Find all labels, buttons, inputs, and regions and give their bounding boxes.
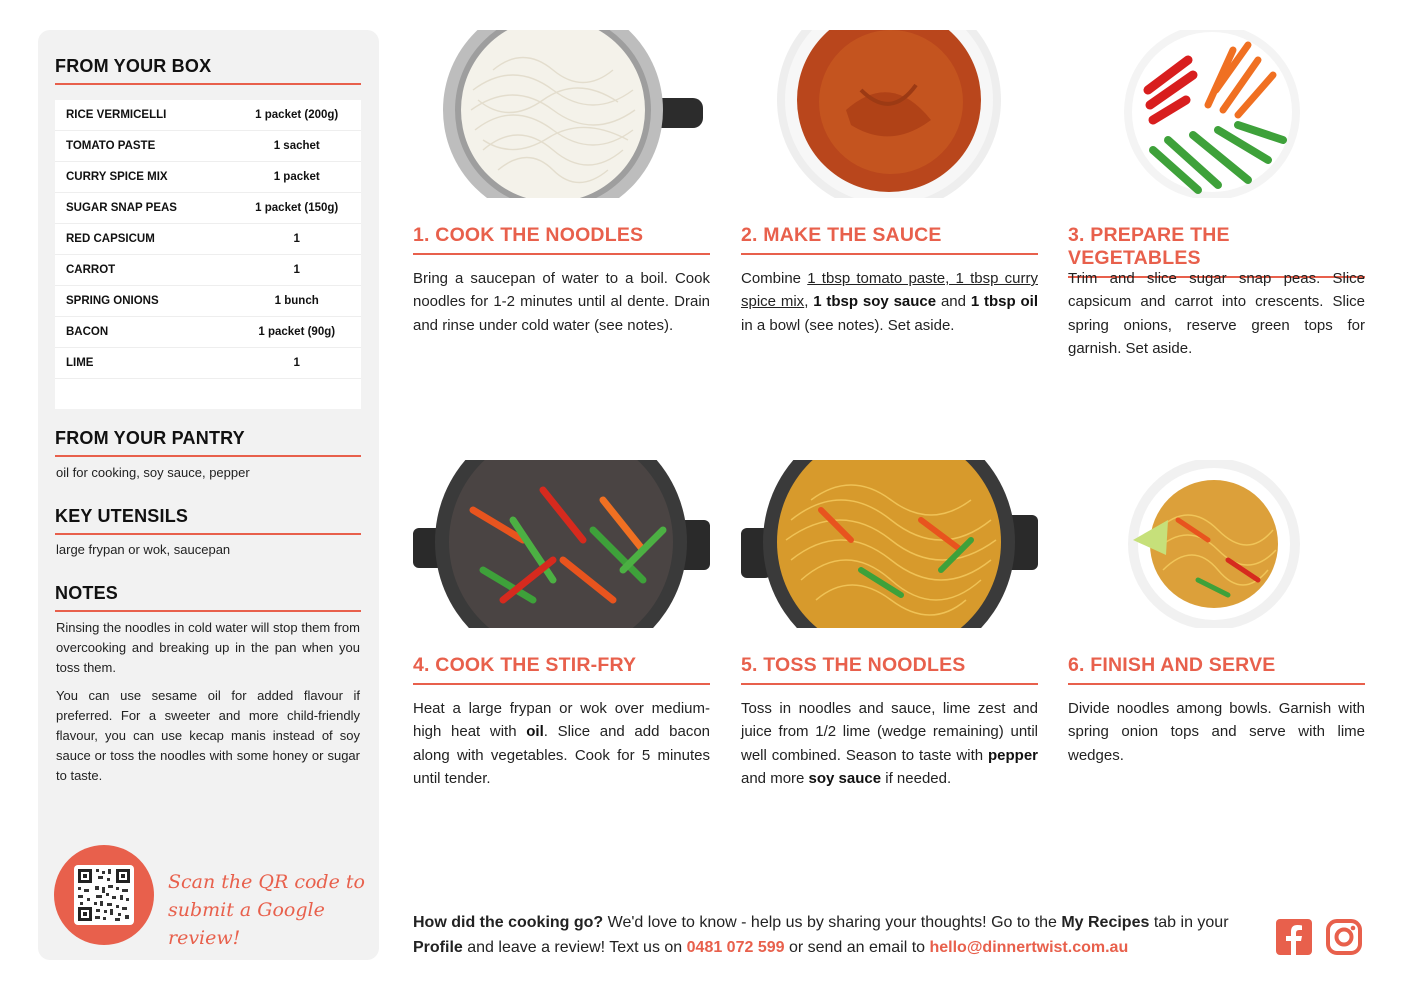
ingredient-row xyxy=(55,348,361,379)
ingredient-row xyxy=(55,100,361,131)
ingredient-name: RICE VERMICELLI xyxy=(66,109,167,121)
step-2-image xyxy=(741,30,1038,198)
step-6-title: 6. FINISH AND SERVE xyxy=(1068,654,1365,685)
notes-paragraph-1: Rinsing the noodles in cold water will stop them from overcooking and breaking up in the pan when you toss them. xyxy=(56,620,360,675)
email-link[interactable]: hello@dinnertwist.com.au xyxy=(929,939,1129,956)
step-2-title: 2. MAKE THE SAUCE xyxy=(741,224,1038,255)
ingredient-name: SUGAR SNAP PEAS xyxy=(66,202,177,214)
ingredient-qty: 1 packet xyxy=(273,171,320,183)
qr-caption-line-1: Scan the QR code to xyxy=(168,871,365,893)
step-5-body: Toss in noodles and sauce, lime zest and juice from 1/2 lime (wedge remaining) until well combined. Season to taste with pepper and more soy sauce if needed. xyxy=(741,700,1038,787)
instagram-icon[interactable] xyxy=(1325,918,1363,956)
step-3-body: Trim and slice sugar snap peas. Slice capsicum and carrot into crescents. Slice spring onions, reserve green tops for garnish. Set aside. xyxy=(1068,270,1365,357)
key-utensils-heading: KEY UTENSILS xyxy=(55,506,361,535)
ingredient-qty: 1 packet (90g) xyxy=(258,326,336,338)
step-6-image xyxy=(1068,460,1365,628)
step-1-title: 1. COOK THE NOODLES xyxy=(413,224,710,255)
ingredients-table xyxy=(55,100,361,409)
step-3-image xyxy=(1068,30,1365,198)
ingredient-qty: 1 sachet xyxy=(273,140,320,152)
ingredient-name: BACON xyxy=(66,326,109,338)
qr-caption xyxy=(168,868,368,952)
ingredient-name: TOMATO PASTE xyxy=(66,140,156,152)
ingredient-name: RED CAPSICUM xyxy=(66,233,155,245)
ingredient-row xyxy=(55,193,361,224)
review-footer: How did the cooking go? We'd love to know - help us by sharing your thoughts! Go to the My Recipes tab in your Profile and leave a review! Text us on 0481 072 599 or send an email to hello@dinnertwist.com.au xyxy=(413,914,1229,956)
ingredient-row xyxy=(55,224,361,255)
ingredient-name: CURRY SPICE MIX xyxy=(66,171,168,183)
notes-paragraph-2: You can use sesame oil for added flavour if preferred. For a sweeter and more child-friendly flavour, you can use kecap manis instead of soy sauce or toss the noodles with some honey or sugar to taste. xyxy=(56,688,360,783)
ingredient-name: CARROT xyxy=(66,264,116,276)
ingredient-qty: 1 xyxy=(293,357,300,369)
step-3-title: 3. PREPARE THE VEGETABLES xyxy=(1068,224,1365,278)
step-1-body: Bring a saucepan of water to a boil. Cook noodles for 1-2 minutes until al dente. Drain and rinse under cold water (see notes). xyxy=(413,270,710,334)
step-4-title: 4. COOK THE STIR-FRY xyxy=(413,654,710,685)
notes-heading: NOTES xyxy=(55,583,361,612)
qr-code-icon[interactable] xyxy=(74,865,134,925)
phone-link[interactable]: 0481 072 599 xyxy=(686,939,785,956)
step-5-title: 5. TOSS THE NOODLES xyxy=(741,654,1038,685)
qr-code-badge[interactable] xyxy=(54,845,154,945)
ingredient-qty: 1 xyxy=(293,233,300,245)
from-your-pantry-heading: FROM YOUR PANTRY xyxy=(55,428,361,457)
step-6-body: Divide noodles among bowls. Garnish with spring onion tops and serve with lime wedges. xyxy=(1068,700,1365,764)
ingredient-qty: 1 packet (150g) xyxy=(255,202,339,214)
ingredient-name: LIME xyxy=(66,357,94,369)
ingredient-row xyxy=(55,286,361,317)
step-1-image xyxy=(413,30,710,198)
facebook-icon[interactable] xyxy=(1275,918,1313,956)
step-5-image xyxy=(741,460,1038,628)
ingredient-row xyxy=(55,131,361,162)
qr-caption-line-2: submit a Google review! xyxy=(168,899,325,949)
ingredient-name: SPRING ONIONS xyxy=(66,295,159,307)
step-4-body: Heat a large frypan or wok over medium-high heat with oil. Slice and add bacon along with vegetables. Cook for 5 minutes until tender. xyxy=(413,700,710,787)
ingredient-qty: 1 xyxy=(293,264,300,276)
ingredient-qty: 1 packet (200g) xyxy=(255,109,339,121)
ingredients-sidebar xyxy=(38,30,379,960)
utensils-text: large frypan or wok, saucepan xyxy=(56,542,231,557)
step-2-body: Combine 1 tbsp tomato paste, 1 tbsp curry spice mix, 1 tbsp soy sauce and 1 tbsp oil in a bowl (see notes). Set aside. xyxy=(741,270,1038,334)
from-your-box-heading: FROM YOUR BOX xyxy=(55,56,361,85)
step-4-image xyxy=(413,460,710,628)
ingredient-row xyxy=(55,162,361,193)
ingredient-row xyxy=(55,317,361,348)
ingredient-row xyxy=(55,255,361,286)
ingredient-qty: 1 bunch xyxy=(274,295,319,307)
pantry-text: oil for cooking, soy sauce, pepper xyxy=(56,465,250,480)
